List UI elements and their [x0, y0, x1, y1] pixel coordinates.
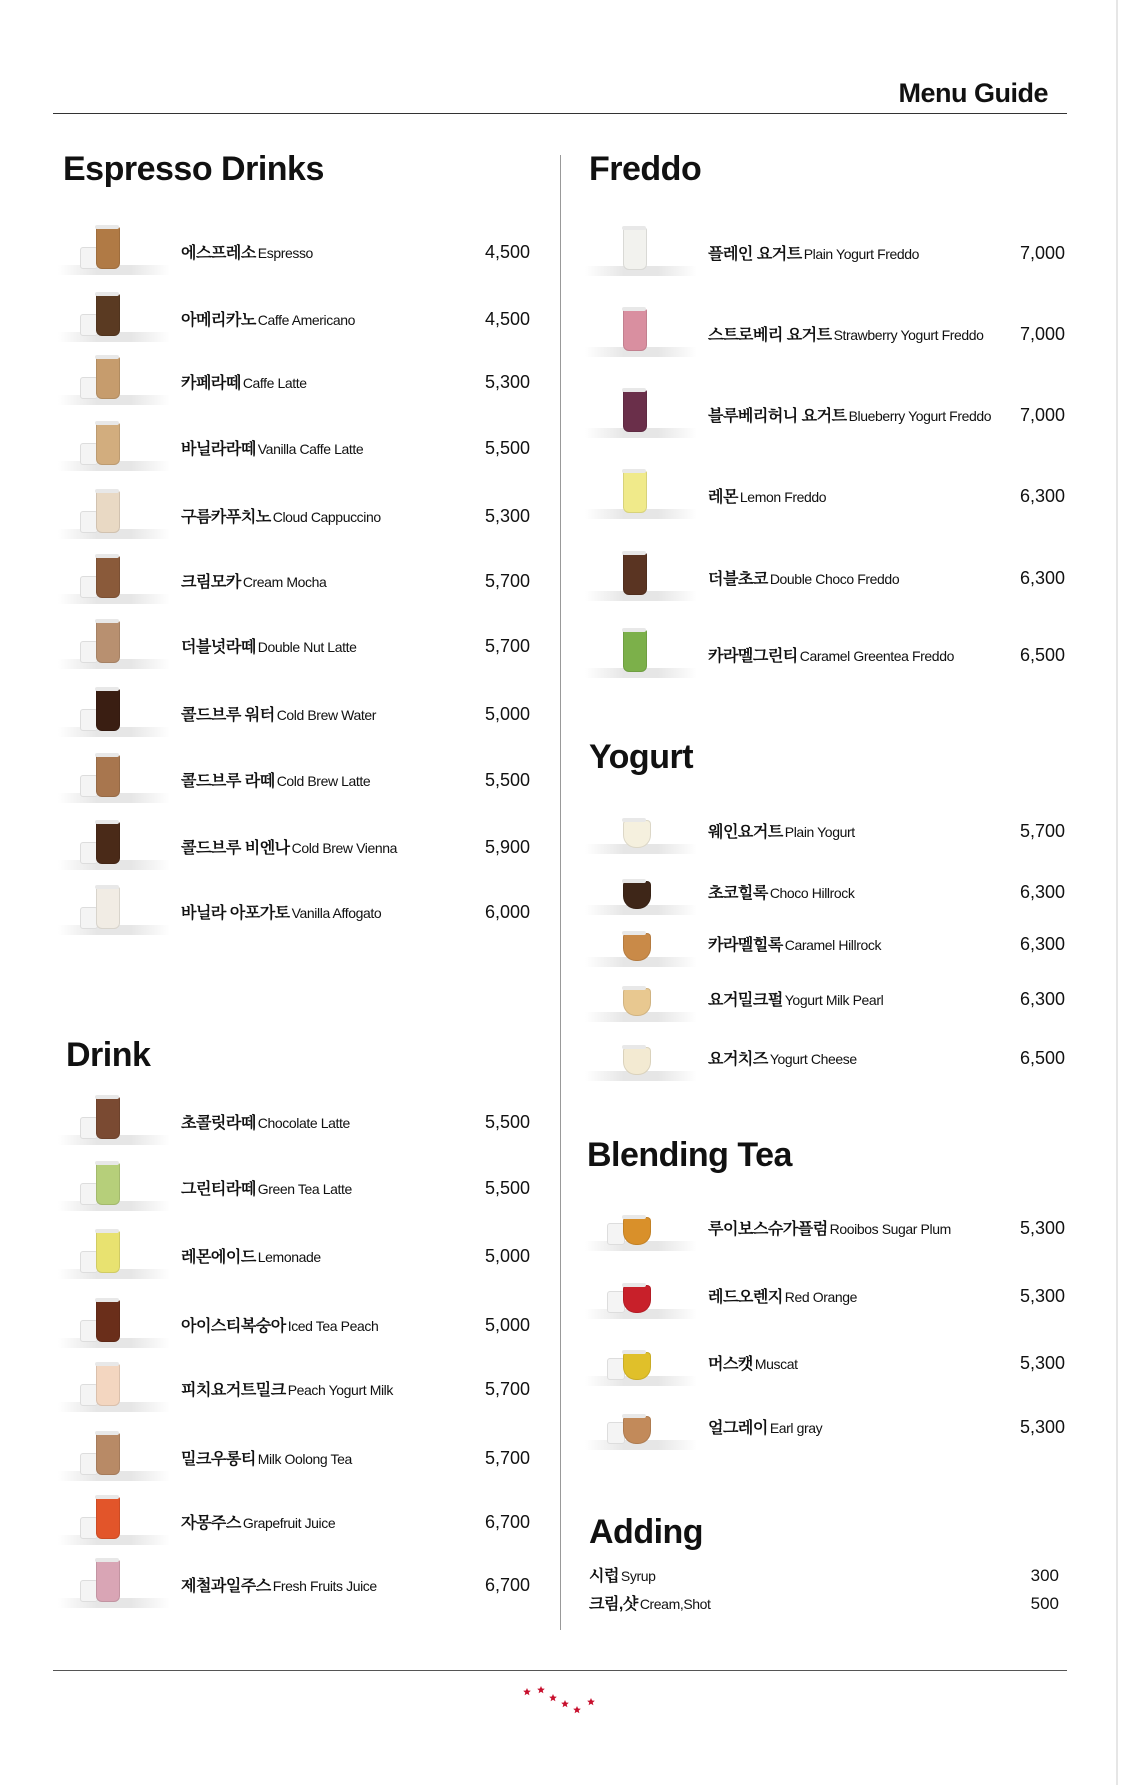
item-name: [181, 900, 381, 923]
item-name-en: Lemonade: [257, 1249, 321, 1265]
tea-cup-icon: [585, 1392, 697, 1450]
item-name: [708, 932, 881, 955]
menu-item: [585, 1328, 1065, 1388]
section-title-espresso: Espresso Drinks: [63, 150, 324, 188]
latte-cup-icon: [58, 347, 170, 405]
item-name: [589, 1563, 656, 1586]
item-name: [708, 1216, 951, 1239]
cappuccino-cup-icon: [58, 481, 170, 539]
item-name-ko: 시럽: [589, 1568, 619, 1585]
item-price: 7,000: [1019, 243, 1065, 263]
item-name-en: Caramel Greentea Freddo: [799, 648, 954, 664]
item-name-en: Cloud Cappuccino: [272, 509, 381, 525]
drink-glass-icon: [96, 621, 120, 663]
item-name-ko: 블루베리허니 요거트: [708, 408, 847, 425]
drink-glass-icon: [623, 881, 651, 909]
item-name: [708, 1046, 857, 1069]
menu-item: [58, 546, 536, 606]
menu-item: [58, 611, 536, 671]
item-name-en: Vanilla Affogato: [291, 905, 382, 921]
section-title-freddo: Freddo: [589, 150, 702, 188]
item-name-ko: 스트로베리 요거트: [708, 327, 832, 344]
item-name-ko: 플레인 요거트: [708, 246, 802, 263]
ornament-star: [523, 1688, 531, 1695]
item-name-en: Blueberry Yogurt Freddo: [848, 408, 992, 424]
item-name-ko: 피치요거트밀크: [181, 1382, 286, 1399]
item-name-ko: 초콜릿라떼: [181, 1115, 256, 1132]
drink-glass-icon: [96, 294, 120, 336]
menu-item: [58, 1153, 536, 1213]
ornament-star: [573, 1706, 581, 1713]
item-name-en: Yogurt Milk Pearl: [784, 992, 884, 1008]
drink-glass-icon: [96, 1364, 120, 1406]
item-name-ko: 카라멜그린티: [708, 648, 798, 665]
item-name-ko: 바닐라라떼: [181, 441, 256, 458]
item-price: 5,000: [484, 1315, 530, 1335]
adding-item: [589, 1592, 1059, 1616]
menu-item: [585, 964, 1065, 1024]
menu-item: [585, 1193, 1065, 1253]
drink-glass-icon: [623, 1217, 651, 1245]
item-name: [181, 307, 355, 330]
item-name-en: Caramel Hillrock: [784, 937, 882, 953]
item-name-en: Cold Brew Latte: [276, 773, 371, 789]
item-name: [708, 484, 826, 507]
item-name: [181, 1110, 350, 1133]
drink-glass-icon: [623, 933, 651, 961]
ornament-star: [587, 1698, 595, 1705]
item-name-en: Peach Yogurt Milk: [287, 1382, 393, 1398]
section-title-blending-tea: Blending Tea: [587, 1136, 792, 1174]
menu-item: [585, 1392, 1065, 1452]
item-name-en: Red Orange: [784, 1289, 858, 1305]
item-name-ko: 그린티라떼: [181, 1181, 256, 1198]
item-price: 6,700: [484, 1575, 530, 1595]
item-name-en: Double Nut Latte: [257, 639, 357, 655]
menu-item: [585, 796, 1065, 856]
item-name-ko: 레몬에이드: [181, 1249, 256, 1266]
item-name-en: Muscat: [754, 1356, 798, 1372]
menu-item: [58, 1290, 536, 1350]
item-name: [708, 819, 855, 842]
item-name-ko: 머스캣: [708, 1356, 753, 1373]
freddo-cup-icon: [585, 299, 697, 357]
item-price: 5,300: [484, 372, 530, 392]
iced-cup-icon: [58, 679, 170, 737]
item-price: 5,700: [1019, 821, 1065, 841]
drink-glass-icon: [96, 357, 120, 399]
ornament-star: [537, 1686, 545, 1693]
item-name: [589, 1591, 711, 1614]
menu-item: [58, 347, 536, 407]
item-name-ko: 에스프레소: [181, 245, 256, 262]
item-price: 5,300: [484, 506, 530, 526]
adding-item: [589, 1564, 1059, 1588]
drink-glass-icon: [623, 1416, 651, 1444]
item-price: 5,000: [484, 704, 530, 724]
item-name-en: Fresh Fruits Juice: [272, 1578, 377, 1594]
item-price: 5,700: [484, 1448, 530, 1468]
item-name: [181, 835, 397, 858]
drink-glass-icon: [623, 228, 647, 270]
item-name-en: Yogurt Cheese: [769, 1051, 857, 1067]
menu-item: [58, 1423, 536, 1483]
item-price: 500: [1030, 1594, 1059, 1613]
drink-glass-icon: [96, 1300, 120, 1342]
item-name-en: Plain Yogurt Freddo: [803, 246, 920, 262]
item-name-en: Cream Mocha: [242, 574, 327, 590]
item-name: [181, 504, 381, 527]
menu-item: [585, 380, 1065, 440]
item-price: 6,500: [1019, 1048, 1065, 1068]
affogato-cup-icon: [58, 877, 170, 935]
peach-yogurt-cup-icon: [58, 1354, 170, 1412]
item-name: [708, 880, 854, 903]
footer-rule: [53, 1670, 1067, 1671]
menu-item: [585, 461, 1065, 521]
drink-glass-icon: [96, 689, 120, 731]
ornament-star: [549, 1694, 557, 1701]
item-name: [181, 240, 313, 263]
drink-glass-icon: [96, 1163, 120, 1205]
item-name-en: Grapefruit Juice: [242, 1515, 336, 1531]
drink-glass-icon: [623, 390, 647, 432]
item-name-ko: 밀크우롱티: [181, 1451, 256, 1468]
item-name: [181, 1244, 321, 1267]
item-name: [181, 634, 356, 657]
freddo-cup-icon: [585, 218, 697, 276]
menu-item: [58, 413, 536, 473]
item-name-en: Cold Brew Vienna: [291, 840, 398, 856]
menu-item: [585, 620, 1065, 680]
item-name-en: Double Choco Freddo: [769, 571, 900, 587]
drink-glass-icon: [96, 1433, 120, 1475]
drink-glass-icon: [96, 491, 120, 533]
item-name: [181, 1313, 378, 1336]
menu-item: [58, 1221, 536, 1281]
item-price: 6,500: [1019, 645, 1065, 665]
item-price: 5,300: [1019, 1353, 1065, 1373]
item-price: 5,700: [484, 636, 530, 656]
item-name-ko: 초코힐록: [708, 885, 768, 902]
item-name-ko: 더블초코: [708, 571, 768, 588]
menu-item: [58, 1550, 536, 1610]
item-price: 7,000: [1019, 324, 1065, 344]
fruit-juice-cups-icon: [58, 1550, 170, 1608]
lemonade-cup-icon: [58, 1221, 170, 1279]
item-name-en: Milk Oolong Tea: [257, 1451, 352, 1467]
freddo-cup-icon: [585, 620, 697, 678]
section-title-drink: Drink: [66, 1036, 151, 1074]
mocha-cup-icon: [58, 546, 170, 604]
item-price: 4,500: [484, 242, 530, 262]
item-price: 5,500: [484, 1112, 530, 1132]
drink-glass-icon: [96, 887, 120, 929]
item-name: [181, 370, 307, 393]
item-name-ko: 카페라떼: [181, 375, 241, 392]
iced-cup-icon: [58, 812, 170, 870]
item-name: [708, 241, 919, 264]
yogurt-cup-icon: [585, 909, 697, 967]
item-name-ko: 더블넛라떼: [181, 639, 256, 656]
drink-glass-icon: [96, 822, 120, 864]
drink-glass-icon: [623, 1352, 651, 1380]
item-name: [181, 702, 376, 725]
item-name-ko: 레드오렌지: [708, 1289, 783, 1306]
item-name-en: Chocolate Latte: [257, 1115, 350, 1131]
latte-cup-icon: [58, 611, 170, 669]
item-name: [708, 566, 899, 589]
item-price: 7,000: [1019, 405, 1065, 425]
item-price: 6,300: [1019, 989, 1065, 1009]
menu-item: [585, 1261, 1065, 1321]
drink-glass-icon: [623, 630, 647, 672]
item-name-en: Plain Yogurt: [784, 824, 855, 840]
item-price: 6,000: [484, 902, 530, 922]
item-name: [181, 436, 363, 459]
item-name-ko: 자몽주스: [181, 1515, 241, 1532]
drink-glass-icon: [96, 1231, 120, 1273]
item-name: [708, 403, 991, 426]
chocolate-cup-icon: [58, 1087, 170, 1145]
item-name-ko: 크림모카: [181, 574, 241, 591]
item-price: 5,900: [484, 837, 530, 857]
item-name: [708, 1284, 857, 1307]
item-name-ko: 콜드브루 워터: [181, 707, 275, 724]
yogurt-cup-icon: [585, 1023, 697, 1081]
drink-glass-icon: [623, 1285, 651, 1313]
espresso-cup-icon: [58, 217, 170, 275]
item-name-ko: 아메리카노: [181, 312, 256, 329]
item-name-en: Rooibos Sugar Plum: [829, 1221, 951, 1237]
item-name: [181, 1446, 352, 1469]
item-name-ko: 웨인요거트: [708, 824, 783, 841]
item-name-ko: 구름카푸치노: [181, 509, 271, 526]
menu-item: [58, 679, 536, 739]
item-price: 6,300: [1019, 568, 1065, 588]
menu-item: [58, 745, 536, 805]
item-price: 5,500: [484, 1178, 530, 1198]
milk-tea-cup-icon: [58, 1423, 170, 1481]
drink-glass-icon: [96, 423, 120, 465]
drink-glass-icon: [623, 820, 651, 848]
item-name-ko: 루이보스슈가플럼: [708, 1221, 828, 1238]
yogurt-cup-icon: [585, 796, 697, 854]
menu-item: [58, 481, 536, 541]
item-name-ko: 콜드브루 비엔나: [181, 840, 290, 857]
greentea-cup-icon: [58, 1153, 170, 1211]
section-title-yogurt: Yogurt: [589, 738, 694, 776]
tea-cup-icon: [585, 1261, 697, 1319]
item-name: [181, 569, 326, 592]
drink-glass-icon: [96, 755, 120, 797]
item-name-ko: 바닐라 아포가토: [181, 905, 290, 922]
item-name-en: Syrup: [620, 1568, 656, 1584]
item-name-en: Cold Brew Water: [276, 707, 376, 723]
drink-glass-icon: [96, 1097, 120, 1139]
item-name: [181, 1510, 335, 1533]
item-name-ko: 레몬: [708, 489, 738, 506]
item-name: [181, 768, 370, 791]
item-price: 5,000: [484, 1246, 530, 1266]
item-name-en: Espresso: [257, 245, 313, 261]
drink-glass-icon: [623, 988, 651, 1016]
item-price: 4,500: [484, 309, 530, 329]
ornament-star: [561, 1700, 569, 1707]
iced-cup-icon: [58, 745, 170, 803]
drink-glass-icon: [96, 227, 120, 269]
item-name-en: Caffe Latte: [242, 375, 307, 391]
drink-glass-icon: [96, 1560, 120, 1602]
menu-item: [58, 1487, 536, 1547]
menu-item: [58, 1354, 536, 1414]
menu-item: [585, 1023, 1065, 1083]
page-edge-line: [1116, 0, 1118, 1785]
freddo-cup-icon: [585, 380, 697, 438]
item-price: 5,300: [1019, 1286, 1065, 1306]
item-name-en: Green Tea Latte: [257, 1181, 352, 1197]
menu-item: [585, 543, 1065, 603]
item-name-en: Earl gray: [769, 1420, 823, 1436]
item-price: 5,500: [484, 438, 530, 458]
item-price: 5,300: [1019, 1417, 1065, 1437]
section-title-adding: Adding: [589, 1513, 704, 1551]
column-divider: [560, 155, 561, 1630]
drink-glass-icon: [623, 1047, 651, 1075]
menu-item: [585, 218, 1065, 278]
item-name-ko: 요거치즈: [708, 1051, 768, 1068]
menu-item: [58, 1087, 536, 1147]
red-star-constellation-icon: [519, 1682, 599, 1718]
menu-item: [58, 284, 536, 344]
item-name: [708, 643, 954, 666]
item-name: [708, 987, 883, 1010]
iced-tea-cup-icon: [58, 1290, 170, 1348]
item-name-en: Iced Tea Peach: [287, 1318, 379, 1334]
freddo-cup-icon: [585, 461, 697, 519]
drink-glass-icon: [96, 556, 120, 598]
yogurt-cup-icon: [585, 857, 697, 915]
item-price: 6,300: [1019, 882, 1065, 902]
latte-cup-icon: [58, 413, 170, 471]
page-title: Menu Guide: [898, 78, 1048, 108]
americano-cup-icon: [58, 284, 170, 342]
header-rule: [53, 113, 1067, 114]
item-price: 300: [1030, 1566, 1059, 1585]
drink-glass-icon: [623, 471, 647, 513]
item-name-en: Caffe Americano: [257, 312, 356, 328]
item-name: [708, 322, 984, 345]
menu-item: [58, 877, 536, 937]
item-price: 5,700: [484, 1379, 530, 1399]
item-name-en: Strawberry Yogurt Freddo: [833, 327, 984, 343]
tea-cup-icon: [585, 1328, 697, 1386]
item-name: [181, 1377, 393, 1400]
item-name: [708, 1351, 798, 1374]
item-name-en: Cream,Shot: [639, 1596, 711, 1612]
item-name: [181, 1176, 352, 1199]
item-name-ko: 제철과일주스: [181, 1578, 271, 1595]
tea-cup-icon: [585, 1193, 697, 1251]
menu-item: [585, 909, 1065, 969]
freddo-cup-icon: [585, 543, 697, 601]
item-price: 6,300: [1019, 486, 1065, 506]
menu-item: [585, 857, 1065, 917]
item-price: 6,300: [1019, 934, 1065, 954]
item-name-ko: 요거밀크펄: [708, 992, 783, 1009]
item-name-ko: 얼그레이: [708, 1420, 768, 1437]
item-name-ko: 크림,샷: [589, 1596, 638, 1613]
item-name-en: Lemon Freddo: [739, 489, 827, 505]
menu-item: [58, 812, 536, 872]
item-name: [181, 1573, 377, 1596]
item-name: [708, 1415, 822, 1438]
item-name-ko: 콜드브루 라떼: [181, 773, 275, 790]
item-name-en: Vanilla Caffe Latte: [257, 441, 364, 457]
item-name-en: Choco Hillrock: [769, 885, 855, 901]
juice-cup-icon: [58, 1487, 170, 1545]
menu-item: [58, 217, 536, 277]
drink-glass-icon: [623, 553, 647, 595]
yogurt-cup-icon: [585, 964, 697, 1022]
drink-glass-icon: [623, 309, 647, 351]
item-name-ko: 카라멜힐록: [708, 937, 783, 954]
item-price: 5,500: [484, 770, 530, 790]
item-price: 5,300: [1019, 1218, 1065, 1238]
item-price: 6,700: [484, 1512, 530, 1532]
item-price: 5,700: [484, 571, 530, 591]
item-name-ko: 아이스티복숭아: [181, 1318, 286, 1335]
drink-glass-icon: [96, 1497, 120, 1539]
menu-item: [585, 299, 1065, 359]
